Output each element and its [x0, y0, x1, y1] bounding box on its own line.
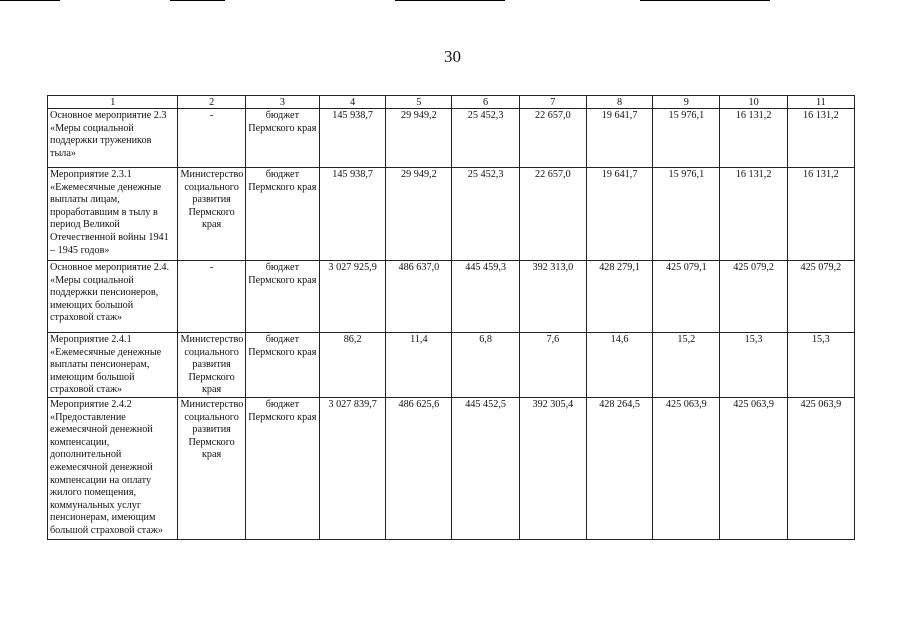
value-cell: 25 452,3: [452, 109, 519, 168]
value-cell: 29 949,2: [386, 168, 452, 261]
value-cell: 25 452,3: [452, 168, 519, 261]
top-edge-rule: [170, 0, 225, 1]
value-cell: 3 027 839,7: [320, 397, 386, 539]
activity-name-cell: Основное мероприятие 2.4. «Меры социальной поддержки пенсионеров, имеющих большой страховой стаж»: [48, 261, 178, 333]
value-cell: 29 949,2: [386, 109, 452, 168]
value-cell: 16 131,2: [787, 168, 854, 261]
value-cell: 486 625,6: [386, 397, 452, 539]
value-cell: 425 079,1: [653, 261, 720, 333]
column-header: 4: [320, 96, 386, 109]
column-header: 6: [452, 96, 519, 109]
top-edge-rule: [395, 0, 505, 1]
activity-name-cell: Мероприятие 2.4.1 «Ежемесячные денежные выплаты пенсионерам, имеющим большой страховой стаж»: [48, 333, 178, 398]
top-edge-rule: [0, 0, 60, 1]
value-cell: 15 976,1: [653, 109, 720, 168]
column-header: 2: [178, 96, 245, 109]
table-row: [48, 333, 855, 398]
value-cell: 392 313,0: [519, 261, 586, 333]
executor-cell: -: [178, 261, 245, 333]
table-row: [48, 168, 855, 261]
funding-source-cell: бюджет Пермского края: [245, 333, 319, 398]
value-cell: 11,4: [386, 333, 452, 398]
value-cell: 425 063,9: [720, 397, 787, 539]
value-cell: 445 459,3: [452, 261, 519, 333]
budget-table: [47, 95, 855, 540]
value-cell: 22 657,0: [519, 168, 586, 261]
executor-cell: -: [178, 109, 245, 168]
value-cell: 16 131,2: [720, 168, 787, 261]
column-header: 1: [48, 96, 178, 109]
value-cell: 425 063,9: [653, 397, 720, 539]
funding-source-cell: бюджет Пермского края: [245, 168, 319, 261]
value-cell: 145 938,7: [320, 168, 386, 261]
value-cell: 425 079,2: [720, 261, 787, 333]
value-cell: 3 027 925,9: [320, 261, 386, 333]
value-cell: 7,6: [519, 333, 586, 398]
value-cell: 15,3: [720, 333, 787, 398]
executor-cell: Министерство социального развития Пермского края: [178, 397, 245, 539]
value-cell: 19 641,7: [586, 168, 652, 261]
value-cell: 15 976,1: [653, 168, 720, 261]
activity-name-cell: Мероприятие 2.4.2 «Предоставление ежемесячной денежной компенсации, дополнительной ежемесячной денежной компенсации на оплату жилого помещения, коммунальных услуг пенсионерам, имеющим большой страховой стаж»: [48, 397, 178, 539]
activity-name-cell: Основное мероприятие 2.3 «Меры социальной поддержки тружеников тыла»: [48, 109, 178, 168]
column-header: 3: [245, 96, 319, 109]
funding-source-cell: бюджет Пермского края: [245, 109, 319, 168]
header-row: [48, 96, 855, 109]
value-cell: 86,2: [320, 333, 386, 398]
value-cell: 425 063,9: [787, 397, 854, 539]
column-header: 8: [586, 96, 652, 109]
table-row: [48, 261, 855, 333]
table-row: [48, 109, 855, 168]
value-cell: 16 131,2: [787, 109, 854, 168]
column-header: 10: [720, 96, 787, 109]
page-number: 30: [444, 47, 461, 66]
value-cell: 425 079,2: [787, 261, 854, 333]
column-header: 7: [519, 96, 586, 109]
funding-source-cell: бюджет Пермского края: [245, 397, 319, 539]
value-cell: 14,6: [586, 333, 652, 398]
value-cell: 486 637,0: [386, 261, 452, 333]
funding-source-cell: бюджет Пермского края: [245, 261, 319, 333]
value-cell: 428 264,5: [586, 397, 652, 539]
column-header: 11: [787, 96, 854, 109]
value-cell: 19 641,7: [586, 109, 652, 168]
value-cell: 16 131,2: [720, 109, 787, 168]
value-cell: 15,2: [653, 333, 720, 398]
column-header: 5: [386, 96, 452, 109]
value-cell: 6,8: [452, 333, 519, 398]
value-cell: 445 452,5: [452, 397, 519, 539]
activity-name-cell: Мероприятие 2.3.1 «Ежемесячные денежные выплаты лицам, проработавшим в тылу в период Великой Отечественной войны 1941 – 1945 годов»: [48, 168, 178, 261]
value-cell: 22 657,0: [519, 109, 586, 168]
value-cell: 145 938,7: [320, 109, 386, 168]
table-row: [48, 397, 855, 539]
column-header: 9: [653, 96, 720, 109]
executor-cell: Министерство социального развития Пермского края: [178, 168, 245, 261]
value-cell: 392 305,4: [519, 397, 586, 539]
value-cell: 428 279,1: [586, 261, 652, 333]
value-cell: 15,3: [787, 333, 854, 398]
executor-cell: Министерство социального развития Пермского края: [178, 333, 245, 398]
top-edge-rule: [640, 0, 770, 1]
